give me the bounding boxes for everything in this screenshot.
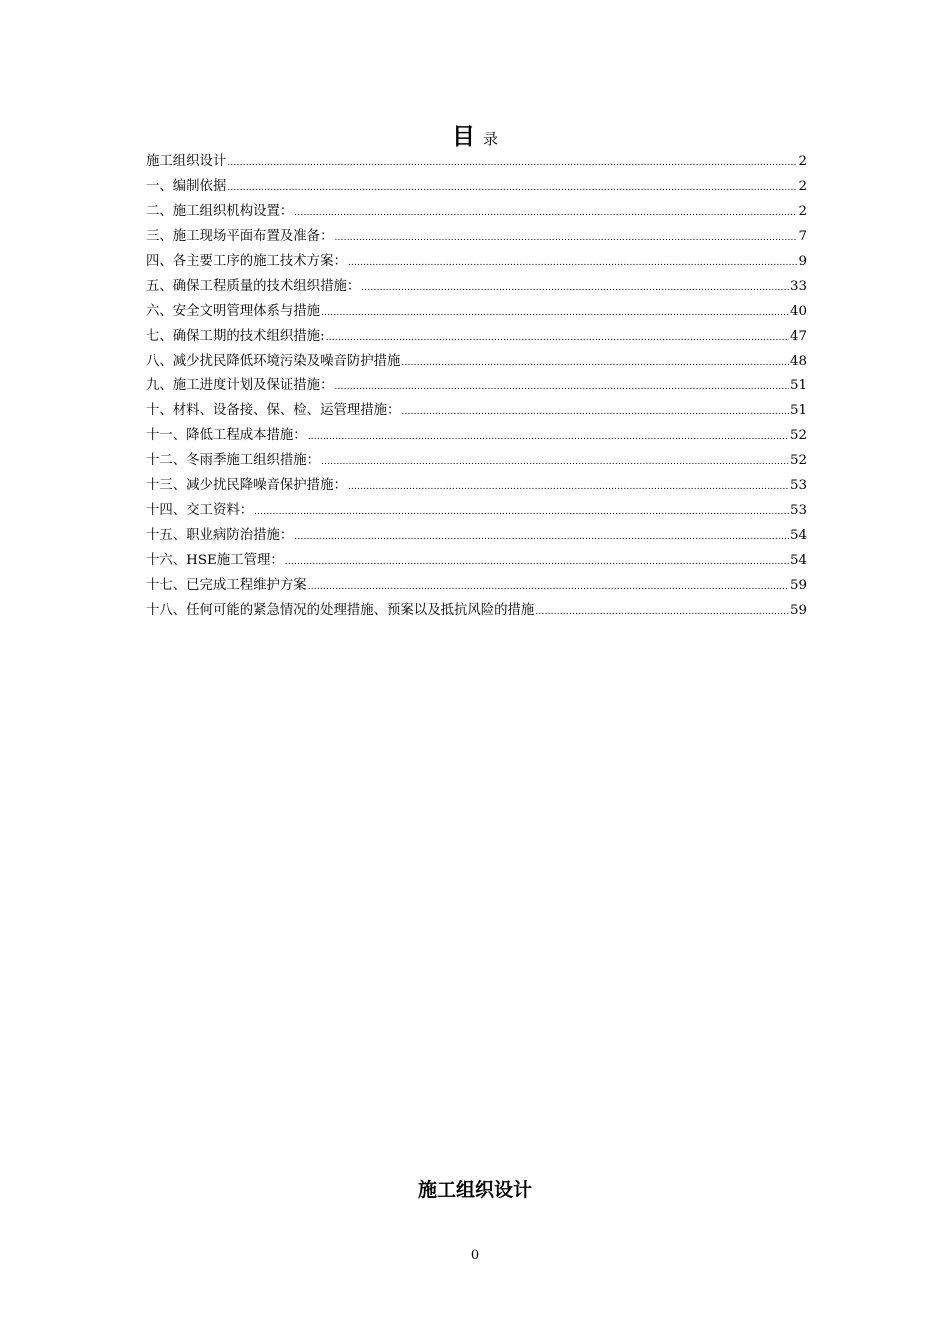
- toc-dot-leader: [535, 599, 789, 624]
- toc-entry[interactable]: [146, 574, 807, 599]
- toc-entry-page: 7: [798, 228, 807, 244]
- toc-dot-leader: [334, 225, 797, 250]
- toc-entry-label: 十八、任何可能的紧急情况的处理措施、预案以及抵抗风险的措施: [146, 602, 535, 618]
- toc-entry[interactable]: [146, 350, 807, 375]
- toc-entry-page: 40: [789, 303, 807, 319]
- toc-entry[interactable]: [146, 499, 807, 524]
- toc-entry[interactable]: [146, 424, 807, 449]
- toc-entry-page: 53: [789, 503, 807, 519]
- toc-entry[interactable]: [146, 250, 807, 275]
- toc-entry[interactable]: [146, 200, 807, 225]
- toc-entry-label: 六、安全文明管理体系与措施: [146, 303, 321, 319]
- toc-entry[interactable]: [146, 524, 807, 549]
- toc-entry-label: 四、各主要工序的施工技术方案：: [146, 253, 347, 269]
- toc-entry[interactable]: [146, 599, 807, 624]
- toc-entry-page: 2: [798, 178, 807, 194]
- toc-dot-leader: [334, 374, 788, 399]
- toc-dot-leader: [308, 574, 789, 599]
- toc-entry-label: 十、材料、设备接、保、检、运管理措施：: [146, 403, 401, 419]
- toc-entry[interactable]: [146, 225, 807, 250]
- toc-entry-page: 52: [789, 453, 807, 469]
- toc-dot-leader: [294, 200, 797, 225]
- page-number: 0: [470, 1248, 480, 1263]
- toc-entry-label: 十七、已完成工程维护方案: [146, 577, 307, 593]
- toc-entry[interactable]: [146, 449, 807, 474]
- toc-dot-leader: [227, 175, 797, 200]
- toc-entry-page: 52: [789, 428, 807, 444]
- toc-entry[interactable]: [146, 374, 807, 399]
- toc-entry-page: 54: [789, 528, 807, 544]
- toc-entry[interactable]: [146, 300, 807, 325]
- toc-entry-page: 54: [789, 553, 807, 568]
- toc-entry-page: 53: [789, 478, 807, 494]
- table-of-contents: [146, 150, 807, 624]
- toc-dot-leader: [321, 449, 789, 474]
- toc-dot-leader: [361, 275, 789, 300]
- toc-dot-leader: [321, 300, 789, 325]
- toc-entry-page: 51: [789, 403, 807, 419]
- section-title: 施工组织设计: [417, 1179, 532, 1201]
- toc-dot-leader: [401, 350, 789, 375]
- toc-entry-page: 9: [798, 253, 807, 269]
- toc-entry-label: 七、确保工期的技术组织措施:: [146, 328, 325, 344]
- toc-entry-page: 59: [789, 577, 807, 593]
- toc-dot-leader: [294, 524, 789, 549]
- toc-entry-label: 三、施工现场平面布置及准备：: [146, 228, 334, 244]
- toc-title-main: 目: [451, 124, 475, 150]
- toc-dot-leader: [326, 325, 789, 350]
- toc-entry-label: 八、减少扰民降低环境污染及噪音防护措施: [146, 353, 401, 369]
- toc-dot-leader: [348, 474, 789, 499]
- toc-entry[interactable]: [146, 474, 807, 499]
- toc-entry[interactable]: [146, 549, 807, 574]
- toc-entry-page: 59: [789, 602, 807, 618]
- toc-entry[interactable]: [146, 325, 807, 350]
- toc-entry[interactable]: [146, 150, 807, 175]
- toc-entry-label: 十二、冬雨季施工组织措施：: [146, 453, 321, 469]
- toc-dot-leader: [308, 424, 789, 449]
- toc-dot-leader: [227, 150, 797, 175]
- toc-title-sub: 录: [482, 130, 498, 148]
- toc-entry-label: 五、确保工程质量的技术组织措施：: [146, 278, 361, 294]
- toc-entry-page: 2: [798, 203, 807, 219]
- toc-entry-label: 施工组织设计: [146, 154, 227, 169]
- toc-entry-page: 51: [789, 378, 807, 394]
- toc-entry-label: 十四、交工资料：: [146, 503, 254, 519]
- toc-entry[interactable]: [146, 175, 807, 200]
- toc-entry-label: 二、施工组织机构设置：: [146, 203, 294, 219]
- toc-dot-leader: [401, 399, 789, 424]
- toc-dot-leader: [254, 499, 789, 524]
- toc-entry-label: 十三、减少扰民降噪音保护措施：: [146, 478, 347, 494]
- toc-entry-label: 九、施工进度计划及保证措施：: [146, 378, 334, 394]
- toc-entry-page: 33: [789, 278, 807, 294]
- toc-entry[interactable]: [146, 399, 807, 424]
- toc-entry-label: 一、编制依据: [146, 178, 227, 194]
- toc-entry-label: 十五、职业病防治措施：: [146, 528, 294, 544]
- toc-entry-page: 48: [789, 353, 807, 369]
- toc-entry-label: 十六、HSE施工管理：: [146, 553, 284, 568]
- toc-entry-page: 2: [798, 154, 807, 169]
- toc-entry-page: 47: [789, 328, 807, 344]
- toc-dot-leader: [348, 250, 798, 275]
- toc-entry[interactable]: [146, 275, 807, 300]
- toc-entry-label: 十一、降低工程成本措施：: [146, 428, 307, 444]
- toc-dot-leader: [285, 549, 789, 574]
